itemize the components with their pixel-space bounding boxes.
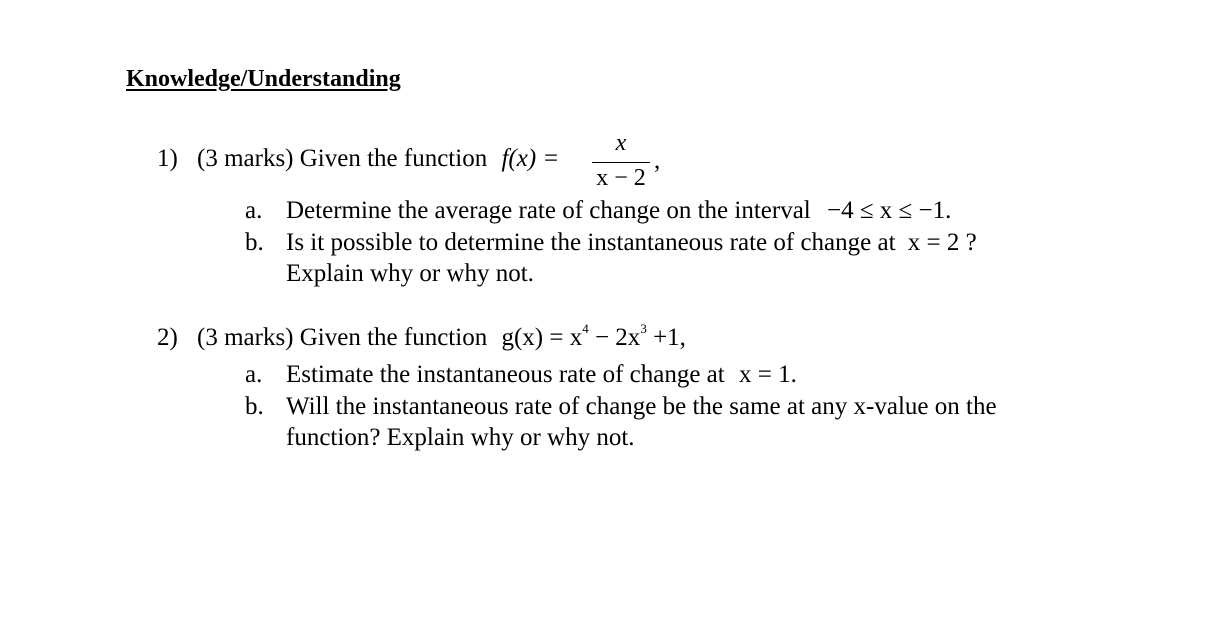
function-expression: $g(x) = x^4 - 2x^3 +1$, bbox=[501, 321, 686, 351]
part-letter: a. bbox=[245, 361, 263, 388]
part-letter: a. bbox=[245, 197, 263, 224]
function-lhs: f(x) = bbox=[501, 145, 560, 172]
part-text: Is it possible to determine the instantaneous rate of change at x = 2 ? bbox=[286, 229, 977, 256]
fraction-numerator: x bbox=[615, 130, 627, 156]
fraction-bar bbox=[592, 162, 650, 163]
question-intro: (3 marks) Given the function $g(x) = x^4 - 2x^3 +1$, bbox=[197, 321, 686, 351]
part-continuation: function? Explain why or why not. bbox=[286, 424, 635, 451]
fraction bbox=[590, 130, 652, 194]
part-letter: b. bbox=[245, 229, 264, 256]
part-continuation: Explain why or why not. bbox=[286, 260, 534, 287]
part-letter: b. bbox=[245, 393, 264, 420]
question-number: 2) bbox=[157, 324, 178, 351]
fraction-denominator: x − 2 bbox=[596, 165, 646, 191]
question-number: 1) bbox=[157, 145, 178, 172]
part-math: x = 1. bbox=[738, 361, 797, 388]
part-text: Will the instantaneous rate of change be the same at any x-value on the bbox=[286, 393, 997, 420]
part-math: x = 2 ? bbox=[907, 229, 977, 256]
section-heading: Knowledge/Understanding bbox=[126, 66, 401, 92]
part-math: −4 ≤ x ≤ −1. bbox=[826, 197, 952, 224]
part-text: Estimate the instantaneous rate of change at x = 1. bbox=[286, 361, 797, 388]
part-text: Determine the average rate of change on the interval −4 ≤ x ≤ −1. bbox=[286, 197, 952, 224]
question-intro: (3 marks) Given the function f(x) = bbox=[197, 145, 560, 172]
